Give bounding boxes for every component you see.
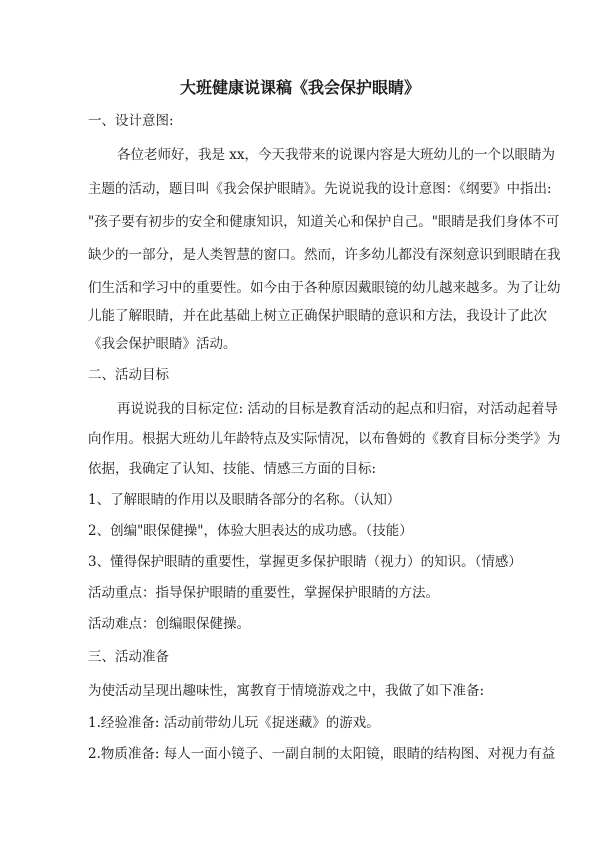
paragraph-line: 为使活动呈现出趣味性，寓教育于情境游戏之中，我做了如下准备: — [88, 683, 485, 699]
paragraph-line: "孩子要有初步的安全和健康知识，知道关心和保护自己。"眼睛是我们身体不可 — [88, 214, 560, 230]
paragraph-line: 依据，我确定了认知、技能、情感三方面的目标: — [88, 461, 377, 477]
key-point-line: 活动重点：指导保护眼睛的重要性，掌握保护眼睛的方法。 — [88, 585, 439, 601]
paragraph-line: 《我会保护眼睛》活动。 — [88, 336, 237, 352]
difficulty-line: 活动难点：创编眼保健操。 — [88, 616, 250, 632]
section-heading-design-intent: 一、设计意图: — [88, 113, 174, 129]
goal-item-skill: 2、创编"眼保健操"，体验大胆表达的成功感。（技能） — [88, 523, 413, 539]
goal-item-cognition: 1、了解眼睛的作用以及眼睛各部分的名称。（认知） — [88, 492, 401, 508]
paragraph-line: 再说说我的目标定位: 活动的目标是教育活动的起点和归宿，对活动起着导 — [117, 401, 558, 417]
document-title: 大班健康说课稿《我会保护眼睛》 — [179, 78, 420, 97]
paragraph-line: 主题的活动，题目叫《我会保护眼睛》。先说说我的设计意图：《纲要》中指出: — [88, 181, 552, 197]
paragraph-line: 们生活和学习中的重要性。如今由于各种原因戴眼镜的幼儿越来越多。为了让幼 — [88, 280, 561, 296]
preparation-item-experience: 1.经验准备: 活动前带幼儿玩《捉迷藏》的游戏。 — [88, 715, 380, 731]
goal-item-emotion: 3、懂得保护眼睛的重要性，掌握更多保护眼睛（视力）的知识。（情感） — [88, 554, 522, 570]
section-heading-activity-goals: 二、活动目标 — [88, 367, 169, 383]
paragraph-line: 各位老师好，我是 xx，今天我带来的说课内容是大班幼儿的一个以眼睛为 — [117, 147, 556, 163]
paragraph-line: 儿能了解眼睛，并在此基础上树立正确保护眼睛的意识和方法，我设计了此次 — [88, 308, 547, 324]
preparation-item-materials: 2.物质准备: 每人一面小镜子、一副自制的太阳镜，眼睛的结构图、对视力有益 — [88, 746, 556, 762]
paragraph-line: 缺少的一部分，是人类智慧的窗口。然而，许多幼儿都没有深刻意识到眼睛在我 — [88, 247, 561, 263]
paragraph-line: 向作用。根据大班幼儿年龄特点及实际情况，以布鲁姆的《教育目标分类学》为 — [88, 431, 561, 447]
section-heading-preparation: 三、活动准备 — [88, 649, 169, 665]
